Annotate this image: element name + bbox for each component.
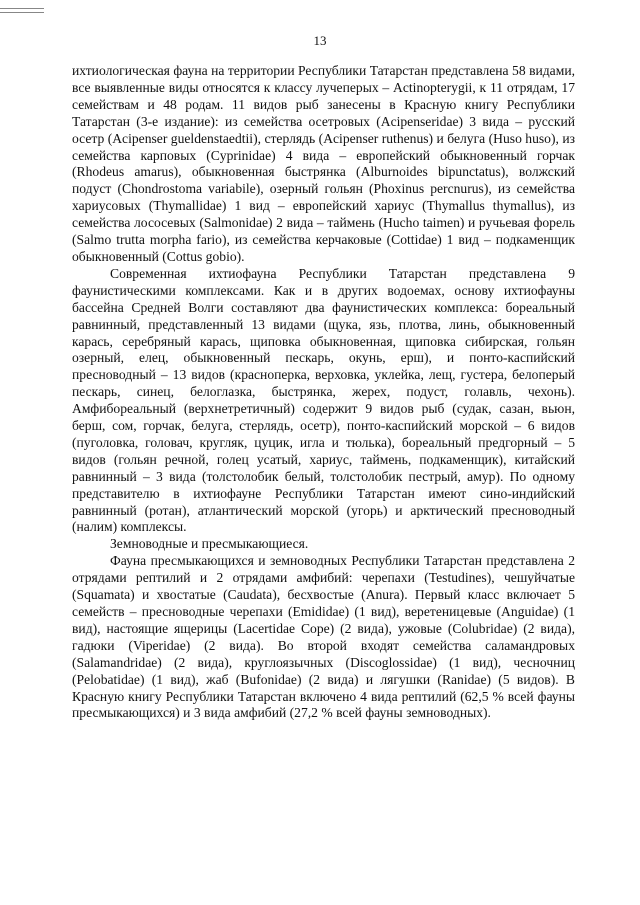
section-heading-amphibians-reptiles: Земноводные и пресмыкающиеся. <box>110 536 309 552</box>
paragraph-herpetofauna: Фауна пресмыкающихся и земноводных Республики Татарстан представлена 2 отрядами рептилий и 2 отрядами амфибий: черепахи (Testudines), чешуйчатые (Squamata) и хвостатые (Caudata), бесхвостые (Anura). Первый класс включает 5 семейств – пресноводные черепахи (Emididae) (1 вид), веретеницевые (Anguidae) (1 вид), настоящие ящерицы (Lacertidae Cope) (2 вида), ужовые (Colubridae) (2 вида), гадюки (Viperidae) (2 вида). Во второй входят семейства саламандровых (Salamandridae) (2 вида), круглоязычных (Discoglossidae) (1 вид), чесночниц (Pelobatidae) (1 вид), жаб (Bufonidae) (2 вида) и лягушки (Ranidae) (5 видов). В Красную книгу Республики Татарстан включено 4 вида рептилий (62,5 % всей фауны пресмыкающихся) и 3 вида амфибий (27,2 % всей фауны земноводных). <box>72 553 575 721</box>
page-number: 13 <box>313 33 327 48</box>
paragraph-fish-fauna-intro: ихтиологическая фауна на территории Республики Татарстан представлена 58 видами, все выявленные виды относятся к классу лучеперых – Actinopterygii, к 11 отрядам, 17 семействам и 48 родам. 11 видов рыб занесены в Красную книгу Республики Татарстан (3-е издание): из семейства осетровых (Acipenseridae) 3 вида – русский осетр (Acipenser gueldenstaedtii), стерлядь (Acipenser ruthenus) и белуга (Huso huso), из семейства карповых (Cyprinidae) 4 вида – европейский обыкновенный горчак (Rhodeus amarus), обыкновенная быстрянка (Alburnoides bipunctatus), волжский подуст (Chondrostoma variabile), озерный гольян (Phoxinus percnurus), из семейства хариусовых (Thymallidae) 1 вид – европейский хариус (Thymallus thymallus), из семейства лососевых (Salmonidae) 2 вида – таймень (Hucho taimen) и ручьевая форель (Salmo trutta morpha fario), из семейства керчаковые (Cottidae) 1 вид – подкаменщик обыкновенный (Cottus gobio). <box>72 63 575 264</box>
paragraph-ichthyofauna-complexes: Современная ихтиофауна Республики Татарстан представлена 9 фаунистическими комплексами. Как и в других водоемах, основу ихтиофауны бассейна Средней Волги составляют два фаунистических комплекса: бореальный равнинный, представленный 13 видами (щука, язь, плотва, линь, обыкновенный карась, серебряный карась, щиповка обыкновенная, щиповка сибирская, гольян озерный, елец, обыкновенный пескарь, окунь, ерш), и понто-каспийский пресноводный – 13 видов (красноперка, верховка, уклейка, лещ, густера, белоперый пескарь, синец, белоглазка, быстрянка, жерех, подуст, голавль, чехонь). Амфибореальный (верхнетретичный) содержит 9 видов рыб (судак, сазан, вьюн, берш, сом, горчак, белуга, стерлядь, осетр), понто-каспийский морской – 6 видов (пуголовка, головач, кругляк, цуцик, игла и тюлька), бореальный предгорный – 5 видов (гольян речной, голец усатый, хариус, таймень, подкаменщик), китайский равнинный – 3 вида (толстолобик белый, толстолобик пестрый, амур). По одному представителю в ихтиофауне Республики Татарстан имеют сино-индийский равнинный (ротан), атлантический морской (угорь) и арктический пресноводный (налим) комплексы. <box>72 265 575 535</box>
scan-artifact <box>0 8 44 13</box>
document-body <box>72 63 575 722</box>
